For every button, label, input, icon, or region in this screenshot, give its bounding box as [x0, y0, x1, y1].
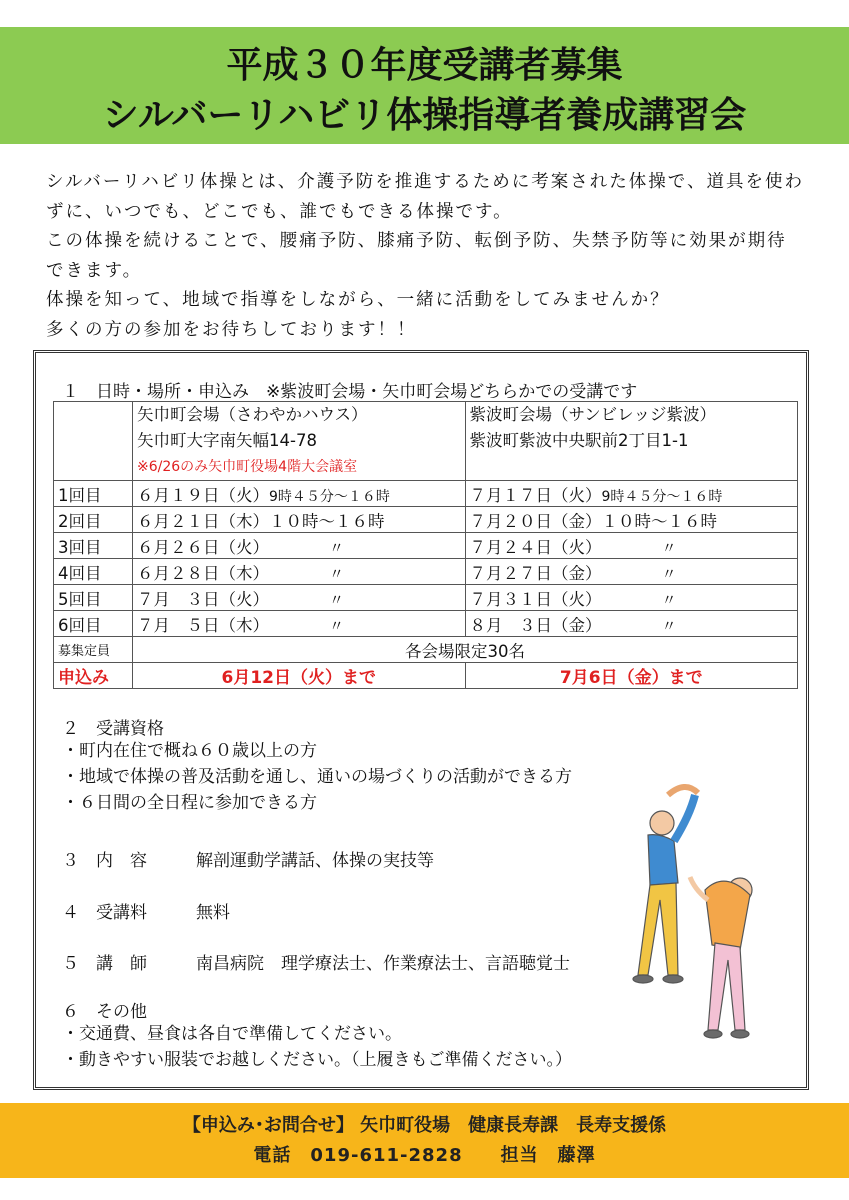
session-b: [465, 533, 798, 559]
session-row: [54, 585, 798, 611]
intro-paragraph-1: シルバーリハビリ体操とは、介護予防を推進するために考案された体操で、道具を使わずに、いつでも、どこでも、誰でもできる体操です。: [46, 172, 804, 222]
venue-label-empty: [54, 402, 133, 481]
session-label: 3回目: [54, 533, 133, 559]
section-6-title: ６ その他: [62, 1002, 147, 1022]
session-b: [465, 611, 798, 637]
session-a-time: 9時４５分～１６時: [269, 488, 390, 505]
session-b-date: ７月１７日（火）: [469, 485, 602, 505]
session-b-time: 9時４５分～１６時: [601, 488, 723, 505]
venue-a-note: ※6/26のみ矢巾町役場4階大会議室: [137, 459, 358, 475]
session-a: [133, 559, 466, 585]
session-row: [54, 481, 798, 507]
fee-value: 無料: [196, 903, 230, 923]
session-a-date: ７月 ３日（火）: [137, 589, 269, 609]
session-b: [465, 481, 798, 507]
qualification-item: ・町内在住で概ね６０歳以上の方: [62, 741, 317, 761]
capacity-label: 募集定員: [54, 637, 133, 663]
ditto-mark: 〃: [661, 590, 677, 609]
session-label: 4回目: [54, 559, 133, 585]
apply-label: 申込み: [54, 663, 133, 689]
title-line-1: 平成３０年度受講者募集: [226, 45, 623, 86]
exercising-seniors-illustration: [590, 775, 790, 1040]
content-label: ３ 内 容: [62, 851, 147, 871]
session-a-time: １０時～１６時: [269, 511, 385, 531]
venue-a-address: 矢巾町大字南矢幅14-78: [137, 431, 317, 450]
session-a-date: ６月２６日（火）: [137, 537, 269, 557]
session-b-date: ８月 ３日（金）: [469, 615, 602, 635]
venue-b-name: 紫波町会場（サンビレッジ紫波）: [469, 405, 717, 424]
intro-text: [46, 168, 806, 345]
other-list: [62, 1021, 572, 1073]
session-b: [465, 585, 798, 611]
venue-a-cell: [133, 402, 466, 481]
ditto-mark: 〃: [661, 564, 677, 583]
session-b-date: ７月２４日（火）: [469, 537, 602, 557]
ditto-mark: 〃: [329, 590, 345, 609]
instructor-label: ５ 講 師: [62, 954, 147, 974]
intro-paragraph-2: この体操を続けることで、腰痛予防、膝痛予防、転倒予防、失禁予防等に効果が期待できます。: [46, 231, 787, 281]
capacity-row: [54, 637, 798, 663]
intro-paragraph-4: 多くの方の参加をお待ちしております！！: [46, 319, 417, 340]
session-b-date: ７月２０日（金）: [469, 511, 602, 531]
qualification-item: ・地域で体操の普及活動を通し、通いの場づくりの活動ができる方: [62, 767, 572, 787]
session-b-date: ７月２７日（金）: [469, 563, 602, 583]
section-1-title: １ 日時・場所・申込み ※紫波町会場・矢巾町会場どちらかでの受講です: [62, 382, 638, 402]
session-row: [54, 559, 798, 585]
apply-deadline-a: 6月12日（火）まで: [133, 663, 466, 689]
venue-a-name: 矢巾町会場（さわやかハウス）: [137, 405, 368, 424]
session-row: [54, 507, 798, 533]
session-a: [133, 585, 466, 611]
apply-row: [54, 663, 798, 689]
section-2-title: ２ 受講資格: [62, 719, 164, 739]
contact-line-1: 【申込み･お問合せ】 矢巾町役場 健康長寿課 長寿支援係: [182, 1115, 667, 1136]
qualification-list: [62, 738, 572, 816]
session-a: [133, 481, 466, 507]
intro-paragraph-3: 体操を知って、地域で指導をしながら、一緒に活動をしてみませんか？: [46, 290, 670, 310]
session-label: 1回目: [54, 481, 133, 507]
schedule-table: [53, 401, 798, 689]
senior-woman-bending-figure: [690, 877, 752, 1038]
title-line-2: シルバーリハビリ体操指導者養成講習会: [102, 95, 747, 136]
content-value: 解剖運動学講話、体操の実技等: [196, 851, 434, 871]
ditto-mark: 〃: [329, 538, 345, 557]
session-b: [465, 507, 798, 533]
ditto-mark: 〃: [661, 616, 677, 635]
session-a: [133, 611, 466, 637]
ditto-mark: 〃: [329, 564, 345, 583]
session-a-date: ６月２１日（木）: [137, 511, 269, 531]
contact-footer: [0, 1103, 849, 1178]
senior-man-stretching-figure: [633, 787, 698, 983]
qualification-item: ・６日間の全日程に参加できる方: [62, 793, 317, 813]
title-banner: [0, 27, 849, 144]
session-b: [465, 559, 798, 585]
session-a: [133, 507, 466, 533]
session-label: 5回目: [54, 585, 133, 611]
session-a-date: ６月２８日（木）: [137, 563, 269, 583]
session-a-date: ７月 ５日（木）: [137, 615, 269, 635]
other-item: ・動きやすい服装でお越しください。（上履きもご準備ください。）: [62, 1050, 572, 1070]
session-row: [54, 611, 798, 637]
session-label: 2回目: [54, 507, 133, 533]
session-a: [133, 533, 466, 559]
session-b-date: ７月３１日（火）: [469, 589, 602, 609]
fee-label: ４ 受講料: [62, 903, 147, 923]
contact-line-2: 電話 019-611-2828 担当 藤澤: [253, 1145, 596, 1166]
venue-row: [54, 402, 798, 481]
session-b-time: １０時～１６時: [601, 511, 717, 531]
ditto-mark: 〃: [661, 538, 677, 557]
session-row: [54, 533, 798, 559]
ditto-mark: 〃: [329, 616, 345, 635]
other-item: ・交通費、昼食は各自で準備してください。: [62, 1024, 402, 1044]
venue-b-address: 紫波町紫波中央駅前2丁目1-1: [469, 431, 689, 450]
instructor-value: 南昌病院 理学療法士、作業療法士、言語聴覚士: [196, 954, 570, 974]
session-label: 6回目: [54, 611, 133, 637]
apply-deadline-b: 7月6日（金）まで: [465, 663, 798, 689]
session-a-date: ６月１９日（火）: [137, 485, 269, 505]
venue-b-cell: [465, 402, 798, 481]
capacity-value: 各会場限定30名: [133, 637, 798, 663]
